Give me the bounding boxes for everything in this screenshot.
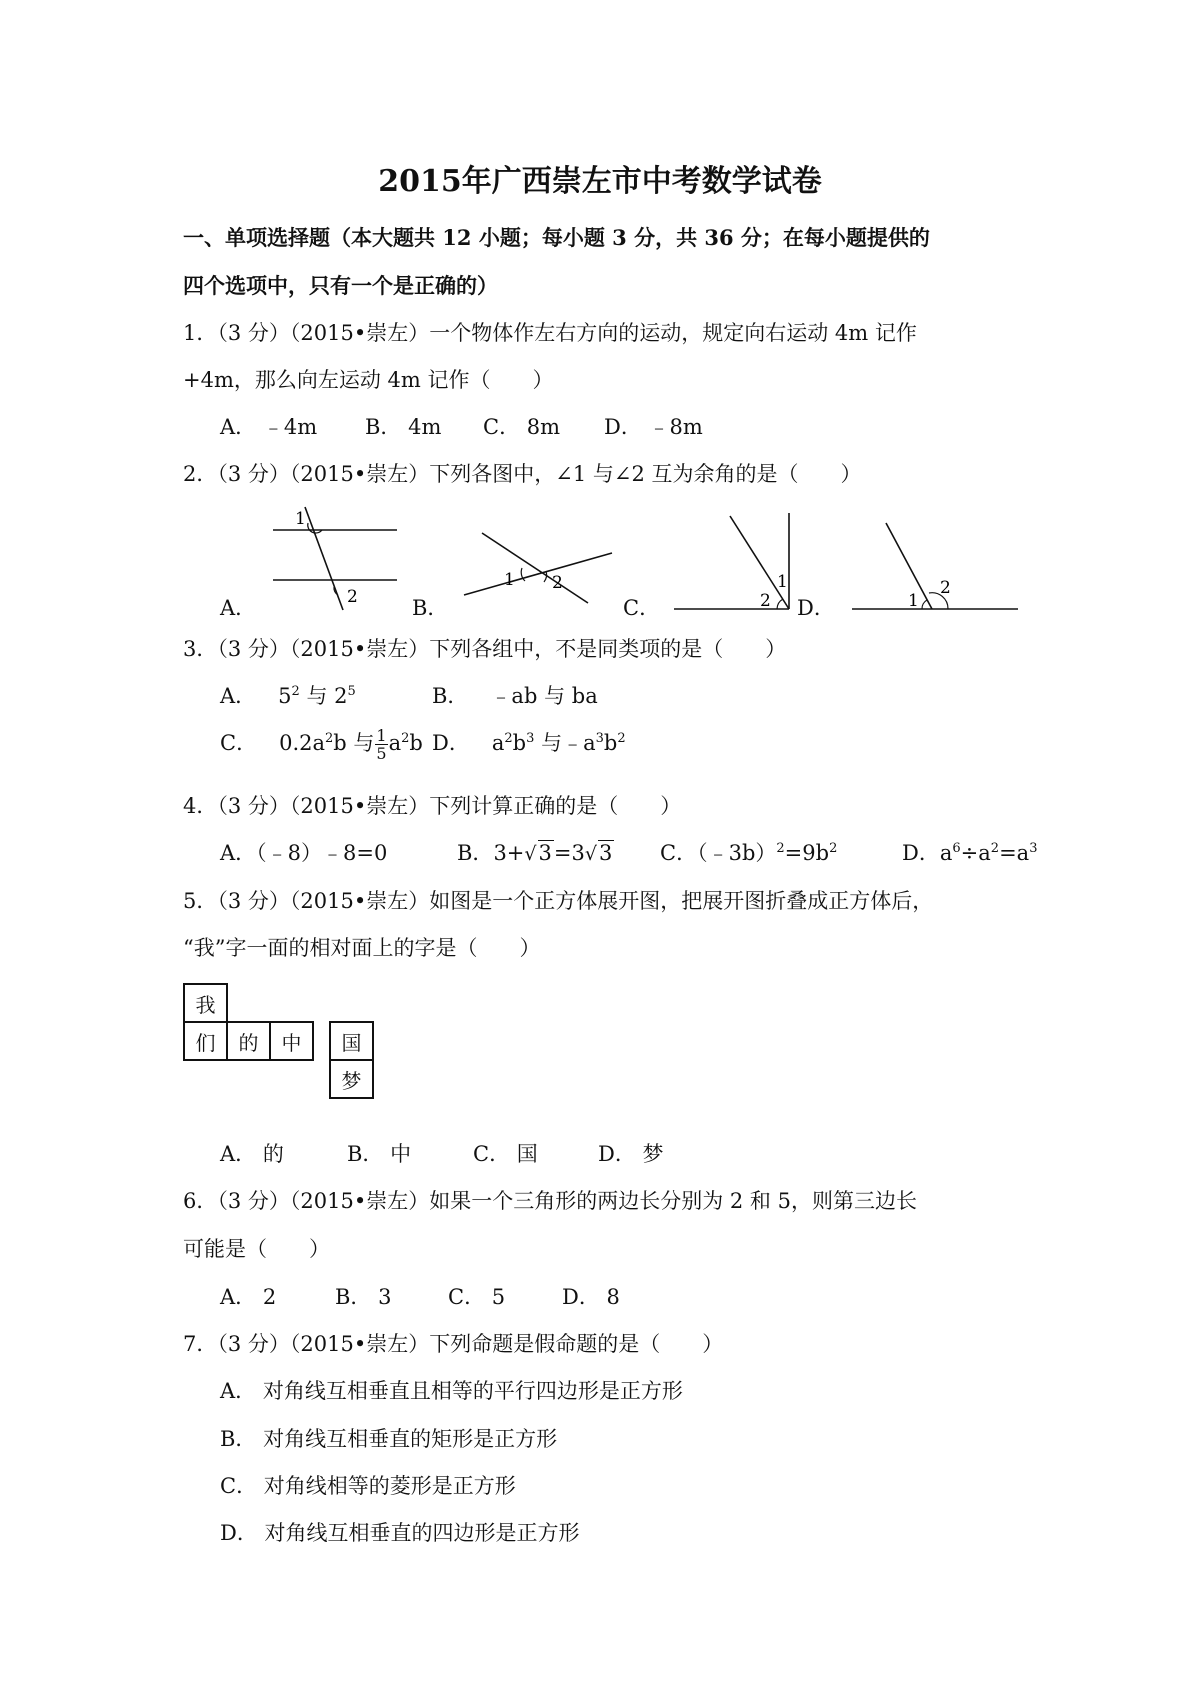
angle-2-label: 2 — [940, 578, 951, 598]
question-5-option-c: C． 国 — [473, 1142, 538, 1166]
net-cell-zhong: 中 — [269, 1021, 314, 1061]
question-5-text: 5．（3 分）（2015•崇左）如图是一个正方体展开图，把展开图折叠成正方体后， — [183, 889, 934, 913]
figure-d-straight-angle — [850, 515, 1020, 615]
question-1-option-c: C． 8m — [483, 415, 561, 439]
question-6-text-cont: 可能是（ ） — [183, 1237, 330, 1261]
question-3-option-a: A． $5^2$ 与 $2^5$ — [220, 684, 356, 708]
question-7-option-b: B． 对角线互相垂直的矩形是正方形 — [220, 1427, 558, 1451]
net-cell-men: 们 — [183, 1021, 228, 1061]
question-3-text: 3．（3 分）（2015•崇左）下列各组中，不是同类项的是（ ） — [183, 637, 787, 661]
question-1-option-d: D． ﹣8m — [604, 415, 703, 439]
question-4-option-c: C．$(﹣3b)^2=9b^2$ — [660, 841, 838, 865]
question-7-text: 7．（3 分）（2015•崇左）下列命题是假命题的是（ ） — [183, 1332, 724, 1356]
question-7-option-d: D． 对角线互相垂直的四边形是正方形 — [220, 1521, 580, 1545]
question-1-option-b: B． 4m — [365, 415, 442, 439]
question-2-text: 2．（3 分）（2015•崇左）下列各图中，∠1 与∠2 互为余角的是（ ） — [183, 462, 862, 486]
question-2-option-a-letter: A． — [220, 596, 257, 620]
question-3-option-d: D． $a^2b^3$ 与$﹣a^3b^2$ — [432, 731, 626, 755]
question-6-option-b: B． 3 — [335, 1285, 392, 1309]
net-cell-wo: 我 — [183, 983, 228, 1023]
section-heading-line2: 四个选项中，只有一个是正确的） — [183, 273, 498, 298]
question-3-option-b: B． ﹣ab 与 ba — [432, 684, 598, 708]
question-3-option-c: C． $0.2a^2b$ 与 $\frac{1}{5}$ $a^2b$ — [220, 726, 423, 763]
question-2-option-c-letter: C． — [623, 596, 661, 620]
question-6-option-c: C． 5 — [448, 1285, 506, 1309]
section-heading-line1: 一、单项选择题（本大题共 12 小题；每小题 3 分，共 36 分；在每小题提供的 — [183, 225, 930, 250]
question-7-option-c: C． 对角线相等的菱形是正方形 — [220, 1474, 516, 1498]
angle-1-label: 1 — [777, 572, 788, 592]
question-6-text: 6．（3 分）（2015•崇左）如果一个三角形的两边长分别为 2 和 5，则第三边长 — [183, 1189, 917, 1213]
question-2-option-b-letter: B． — [412, 596, 449, 620]
angle-1-label: 1 — [504, 570, 515, 590]
question-4-option-b: B．3+√3=3√3 — [457, 841, 613, 865]
question-6-option-d: D． 8 — [562, 1285, 620, 1309]
question-5-option-d: D． 梦 — [598, 1142, 664, 1166]
net-cell-guo: 国 — [329, 1021, 374, 1061]
cube-net-figure — [183, 983, 382, 1113]
question-5-option-a: A． 的 — [220, 1142, 284, 1166]
question-4-option-d: D．$a^6\div a^2=a^3$ — [902, 841, 1038, 865]
question-1-option-a: A． ﹣4m — [220, 415, 318, 439]
question-6-option-a: A． 2 — [220, 1285, 277, 1309]
angle-2-label: 2 — [552, 573, 563, 593]
question-2-option-d-letter: D． — [797, 596, 835, 620]
question-5-text-cont: “我”字一面的相对面上的字是（ ） — [183, 936, 541, 960]
angle-2-label: 2 — [347, 587, 358, 607]
question-4-text: 4．（3 分）（2015•崇左）下列计算正确的是（ ） — [183, 794, 682, 818]
question-5-option-b: B． 中 — [347, 1142, 412, 1166]
figure-a-parallel-lines — [265, 505, 405, 615]
figure-c-right-angle — [672, 510, 797, 615]
net-cell-meng: 梦 — [329, 1059, 374, 1099]
angle-1-label: 1 — [295, 509, 306, 529]
net-cell-de: 的 — [226, 1021, 271, 1061]
figure-b-intersecting-lines — [460, 525, 615, 605]
question-4-option-a: A．（﹣8）﹣8=0 — [220, 841, 388, 865]
angle-1-label: 1 — [908, 591, 919, 611]
angle-2-label: 2 — [760, 591, 771, 611]
question-7-option-a: A． 对角线互相垂直且相等的平行四边形是正方形 — [220, 1379, 683, 1403]
question-1-text-cont: +4m，那么向左运动 4m 记作（ ） — [183, 368, 554, 392]
question-1-text: 1．（3 分）（2015•崇左）一个物体作左右方向的运动，规定向右运动 4m 记作 — [183, 321, 917, 345]
page-title: 2015年广西崇左市中考数学试卷 — [378, 164, 822, 199]
